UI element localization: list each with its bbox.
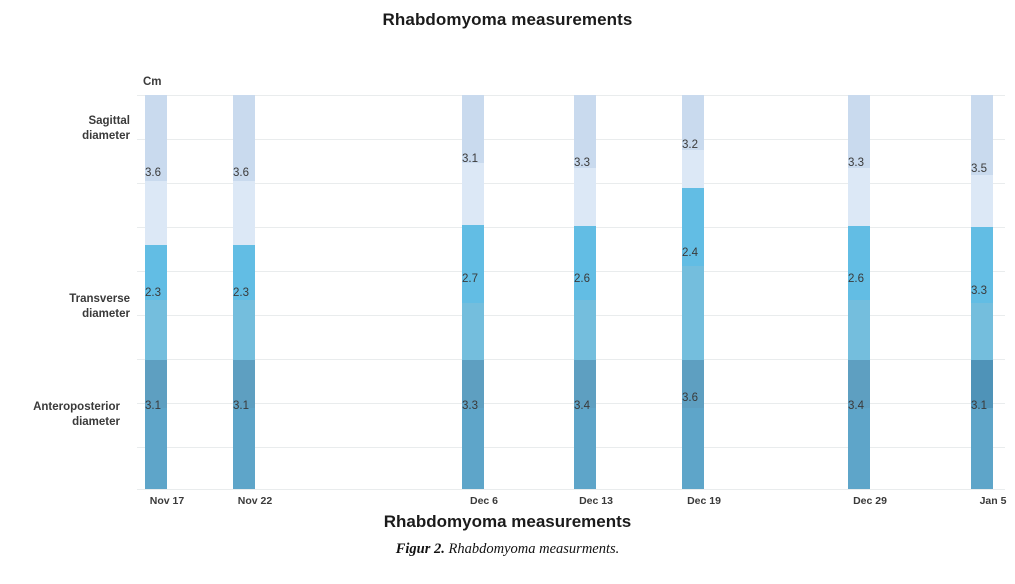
bar-segment-transverse — [848, 226, 870, 300]
gridline — [137, 227, 1005, 228]
bar-segment-transverse-mid — [682, 266, 704, 360]
bar-segment-sagittal-light — [848, 168, 870, 226]
value-label-anteroposterior: 3.1 — [145, 400, 161, 412]
bar-segment-sagittal-light — [971, 175, 993, 227]
bar-segment-anteroposterior — [682, 408, 704, 489]
bar-segment-anteroposterior — [145, 408, 167, 489]
x-tick-label: Dec 6 — [469, 495, 499, 507]
value-label-transverse: 2.6 — [574, 273, 590, 285]
gridline — [137, 271, 1005, 272]
bar-segment-anteroposterior — [848, 408, 870, 489]
x-tick-label: Dec 13 — [579, 495, 613, 507]
value-label-anteroposterior: 3.4 — [574, 400, 590, 412]
value-label-transverse: 2.6 — [848, 273, 864, 285]
gridline — [137, 95, 1005, 96]
value-label-anteroposterior: 3.3 — [462, 400, 478, 412]
bar-column — [848, 95, 870, 490]
value-label-sagittal: 3.5 — [971, 163, 987, 175]
bar-segment-transverse-mid — [233, 300, 255, 360]
bar-segment-anteroposterior — [574, 408, 596, 489]
bar-segment-anteroposterior — [462, 408, 484, 489]
bar-segment-transverse — [574, 226, 596, 300]
bar-column — [145, 95, 167, 490]
bar-column — [233, 95, 255, 490]
value-label-anteroposterior: 3.1 — [971, 400, 987, 412]
x-tick-label: Nov 17 — [149, 495, 185, 507]
y-axis-unit-label: Cm — [143, 76, 162, 88]
bar-segment-sagittal-light — [682, 150, 704, 188]
value-label-transverse: 2.3 — [145, 287, 161, 299]
x-tick-label: Dec 29 — [853, 495, 887, 507]
value-label-sagittal: 3.2 — [682, 139, 698, 151]
bar-segment-transverse — [462, 225, 484, 303]
bar-segment-transverse-mid — [145, 300, 167, 360]
value-label-transverse: 3.3 — [971, 285, 987, 297]
bar-segment-anteroposterior — [971, 408, 993, 489]
chart-bottom-title: Rhabdomyoma measurements — [383, 512, 632, 531]
gridline — [137, 183, 1005, 184]
bar-segment-transverse-mid — [574, 300, 596, 360]
plot-area — [137, 95, 1007, 507]
bar-segment-sagittal-light — [462, 163, 484, 225]
chart-title: Rhabdomyoma measurements — [382, 10, 633, 29]
bar-column — [462, 95, 484, 490]
value-label-sagittal: 3.3 — [574, 157, 590, 169]
figure-caption — [0, 541, 1015, 558]
row-label-anteroposterior: Anteroposterior diameter — [33, 401, 120, 428]
value-label-sagittal: 3.1 — [462, 153, 478, 165]
row-label-sagittal: Sagittal diameter — [82, 115, 130, 142]
x-tick-label: Dec 19 — [687, 495, 721, 507]
value-label-anteroposterior: 3.4 — [848, 400, 864, 412]
x-tick-label: Nov 22 — [237, 495, 273, 507]
value-label-anteroposterior: 3.1 — [233, 400, 249, 412]
value-label-transverse: 2.3 — [233, 287, 249, 299]
value-label-sagittal: 3.6 — [233, 167, 249, 179]
gridline — [137, 139, 1005, 140]
bar-segment-sagittal-light — [574, 168, 596, 226]
x-tick-label: Jan 5 — [979, 495, 1007, 507]
gridline — [137, 447, 1005, 448]
bar-segment-transverse-mid — [462, 303, 484, 360]
figure-number: Figur 2. — [395, 541, 445, 557]
gridline — [137, 403, 1005, 404]
figure-caption-text: Rhabdomyoma measurments. — [444, 541, 620, 557]
bar-column — [682, 95, 704, 490]
row-label-transverse: Transverse diameter — [69, 293, 130, 320]
bar-segment-sagittal-light — [145, 181, 167, 245]
value-label-anteroposterior: 3.6 — [682, 392, 698, 404]
bar-segment-sagittal-light — [233, 181, 255, 245]
bar-column — [971, 95, 993, 490]
bar-segment-transverse-mid — [848, 300, 870, 360]
gridline — [137, 315, 1005, 316]
value-label-sagittal: 3.6 — [145, 167, 161, 179]
value-label-sagittal: 3.3 — [848, 157, 864, 169]
value-label-transverse: 2.4 — [682, 247, 698, 259]
value-label-transverse: 2.7 — [462, 273, 478, 285]
bar-segment-anteroposterior — [233, 408, 255, 489]
gridline — [137, 359, 1005, 360]
bar-column — [574, 95, 596, 490]
bar-segment-transverse-mid — [971, 303, 993, 360]
gridline — [137, 489, 1005, 490]
